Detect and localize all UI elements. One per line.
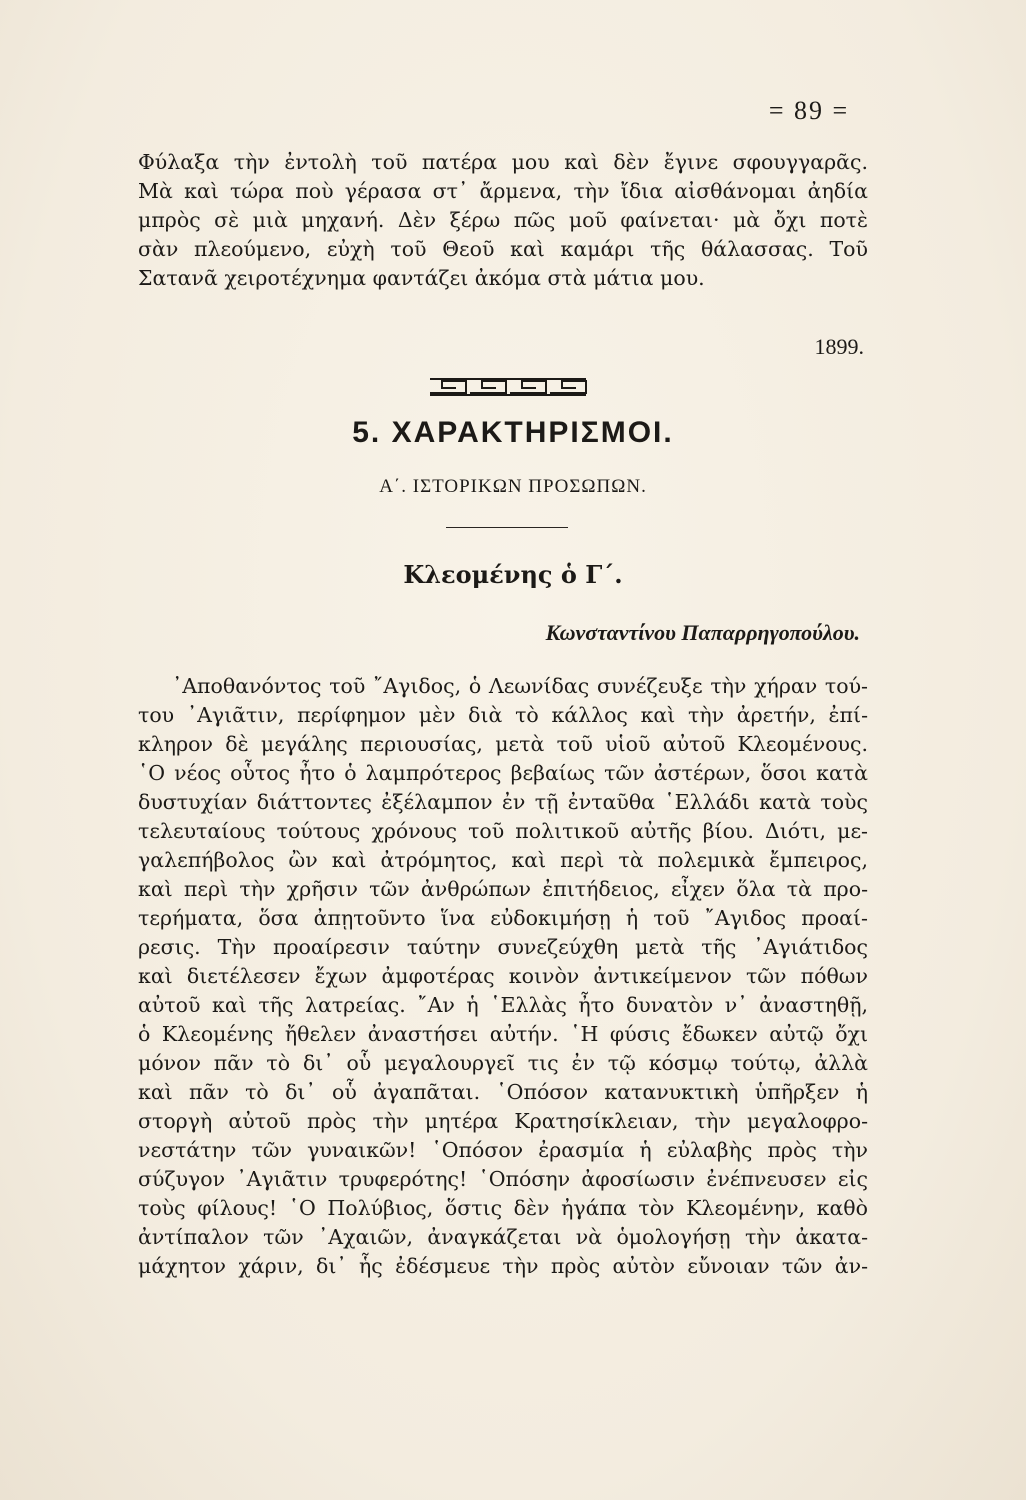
text-line: ὁ Κλεομένης ἤθελεν ἀναστήσει αὐτήν. ῾Η φύσις ἔδωκεν αὐτῷ ὄχι [138, 1022, 868, 1046]
text-line: νεστάτην τῶν γυναικῶν! ῾Οπόσον ἐρασμία ἡ εὐλαβὴς πρὸς τὴν [138, 1138, 868, 1162]
body-paragraph [138, 672, 868, 1281]
text-line: δυστυχίαν διάττοντες ἐξέλαμπον ἐν τῇ ἐνταῦθα ῾Ελλάδι κατὰ τοὺς [138, 790, 868, 814]
subsection-title: Α΄. ΙΣΤΟΡΙΚΩΝ ΠΡΟΣΩΠΩΝ. [379, 476, 647, 497]
year-signature: 1899. [814, 334, 864, 359]
section-title: 5. ΧΑΡΑΚΤΗΡΙΣΜΟΙ. [352, 416, 674, 449]
text-line: ᾽Αποθανόντος τοῦ ῎Αγιδος, ὁ Λεωνίδας συνέζευξε τὴν χήραν τού- [172, 674, 868, 698]
text-line: Μὰ καὶ τώρα ποὺ γέρασα στ᾽ ἄρμενα, τὴν ἴδια αἰσθάνομαι ἀηδία [138, 179, 868, 203]
text-line: μάχητον χάριν, δι᾽ ἧς ἐδέσμευε τὴν πρὸς αὐτὸν εὔνοιαν τῶν ἀν- [138, 1254, 868, 1278]
text-line: μπρὸς σὲ μιὰ μηχανή. Δὲν ξέρω πῶς μοῦ φαίνεται· μὰ ὄχι ποτὲ [138, 208, 868, 232]
author-name: Κωνσταντίνου Παπαρρηγοπούλου. [545, 620, 860, 645]
divider-rule [446, 527, 568, 528]
text-line: σὰν πλεούμενο, εὐχὴ τοῦ Θεοῦ καὶ καμάρι τῆς θάλασσας. Τοῦ [138, 237, 868, 261]
text-line: στοργὴ αὐτοῦ πρὸς τὴν μητέρα Κρατησίκλειαν, τὴν μεγαλοφρο- [138, 1109, 868, 1133]
text-line: γαλεπήβολος ὢν καὶ ἀτρόμητος, καὶ περὶ τὰ πολεμικὰ ἔμπειρος, [138, 848, 868, 872]
text-line: καὶ πᾶν τὸ δι᾽ οὗ ἀγαπᾶται. ῾Οπόσον κατανυκτικὴ ὑπῆρξεν ἡ [138, 1080, 868, 1104]
text-line: ῾Ο νέος οὗτος ἦτο ὁ λαμπρότερος βεβαίως τῶν ἀστέρων, ὅσοι κατὰ [138, 761, 868, 785]
text-line: καὶ περὶ τὴν χρῆσιν τῶν ἀνθρώπων ἐπιτήδειος, εἶχεν ὅλα τὰ προ- [138, 877, 868, 901]
text-line: σύζυγον ᾽Αγιᾶτιν τρυφερότης! ῾Οπόσην ἀφοσίωσιν ἐνέπνευσεν εἰς [138, 1167, 868, 1191]
greek-key-ornament-icon [428, 376, 588, 400]
text-line: Σατανᾶ χειροτέχνημα φαντάζει ἀκόμα στὰ μάτια μου. [138, 266, 705, 290]
intro-paragraph [138, 148, 868, 293]
text-line: τοὺς φίλους! ῾Ο Πολύβιος, ὅστις δὲν ἠγάπα τὸν Κλεομένην, καθὸ [138, 1196, 868, 1220]
text-line: τερήματα, ὅσα ἀπῃτοῦντο ἵνα εὐδοκιμήσῃ ἡ τοῦ ῎Αγιδος προαί- [138, 906, 868, 930]
text-line: μόνον πᾶν τὸ δι᾽ οὗ μεγαλουργεῖ τις ἐν τῷ κόσμῳ τούτῳ, ἀλλὰ [138, 1051, 868, 1075]
text-line: του ᾽Αγιᾶτιν, περίφημον μὲν διὰ τὸ κάλλος καὶ τὴν ἀρετήν, ἐπί- [138, 703, 868, 727]
article-title: Κλεομένης ὁ Γ΄. [403, 560, 623, 589]
text-line: αὐτοῦ καὶ τῆς λατρείας. ῎Αν ἡ ῾Ελλὰς ἦτο δυνατὸν ν᾽ ἀναστηθῇ, [138, 993, 868, 1017]
text-line: καὶ διετέλεσεν ἔχων ἀμφοτέρας κοινὸν ἀντικείμενον τῶν πόθων [138, 964, 868, 988]
text-line: Φύλαξα τὴν ἐντολὴ τοῦ πατέρα μου καὶ δὲν ἔγινε σφουγγαρᾶς. [138, 150, 868, 174]
text-line: ἀντίπαλον τῶν ᾽Αχαιῶν, ἀναγκάζεται νὰ ὁμολογήσῃ τὴν ἀκατα- [138, 1225, 868, 1249]
page-number: = 89 = [768, 96, 850, 125]
text-line: ρεσις. Τὴν προαίρεσιν ταύτην συνεζεύχθη μετὰ τῆς ᾽Αγιάτιδος [138, 935, 868, 959]
text-line: τελευταίους τούτους χρόνους τοῦ πολιτικοῦ αὐτῆς βίου. Διότι, με- [138, 819, 868, 843]
text-line: κληρον δὲ μεγάλης περιουσίας, μετὰ τοῦ υἱοῦ αὐτοῦ Κλεομένους. [138, 732, 868, 756]
